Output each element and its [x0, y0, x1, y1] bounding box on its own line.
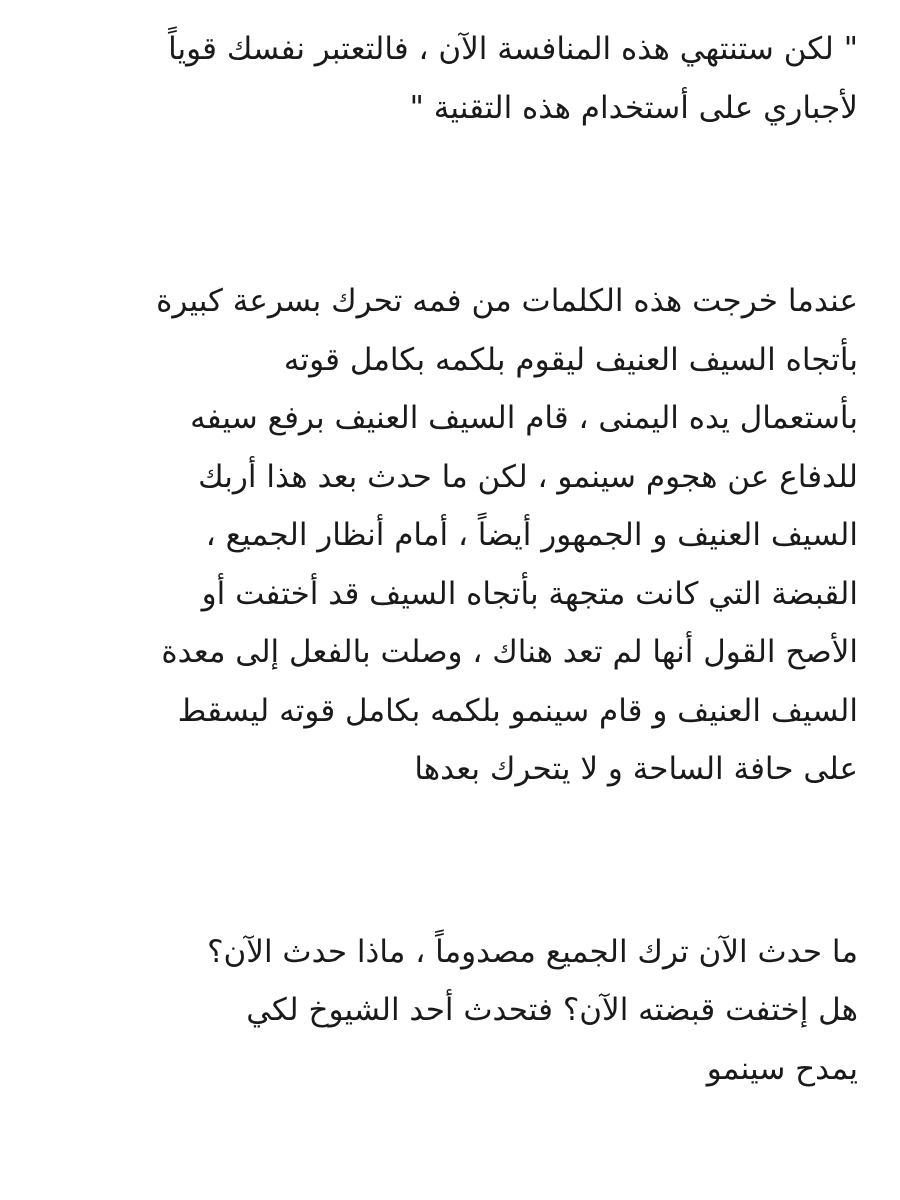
text-line: بأتجاه السيف العنيف ليقوم بلكمه بكامل قوته: [283, 341, 858, 378]
paragraph-quote: [42, 20, 858, 137]
text-line: بأستعمال يده اليمنى ، قام السيف العنيف برفع سيفه: [190, 400, 858, 436]
text-line: هل إختفت قبضته الآن؟ فتحدث أحد الشيوخ لكي: [246, 992, 858, 1028]
paragraph-narration: [42, 272, 858, 799]
text-line: الأصح القول أنها لم تعد هناك ، وصلت بالفعل إلى معدة: [161, 634, 858, 670]
text-line: لأجباري على أستخدام هذه التقنية ": [409, 89, 858, 126]
text-line: السيف العنيف و قام سينمو بلكمه بكامل قوته ليسقط: [177, 692, 858, 729]
text-line: يمدح سينمو: [706, 1050, 858, 1087]
text-line: السيف العنيف و الجمهور أيضاً ، أمام أنظار الجميع ،: [205, 517, 858, 553]
text-line: ما حدث الآن ترك الجميع مصدوماً ، ماذا حدث الآن؟: [207, 933, 858, 970]
text-line: القبضة التي كانت متجهة بأتجاه السيف قد أختفت أو: [201, 575, 858, 612]
text-line: " لكن ستنتهي هذه المنافسة الآن ، فالتعتبر نفسك قوياً: [168, 31, 858, 67]
text-line: للدفاع عن هجوم سينمو ، لكن ما حدث بعد هذا أربك: [198, 458, 858, 495]
text-line: على حافة الساحة و لا يتحرك بعدها: [414, 751, 858, 787]
paragraph-spacer: [42, 799, 858, 923]
paragraph-question: [42, 923, 858, 1099]
text-line: عندما خرجت هذه الكلمات من فمه تحرك بسرعة كبيرة: [156, 283, 858, 319]
paragraph-spacer: [42, 137, 858, 272]
